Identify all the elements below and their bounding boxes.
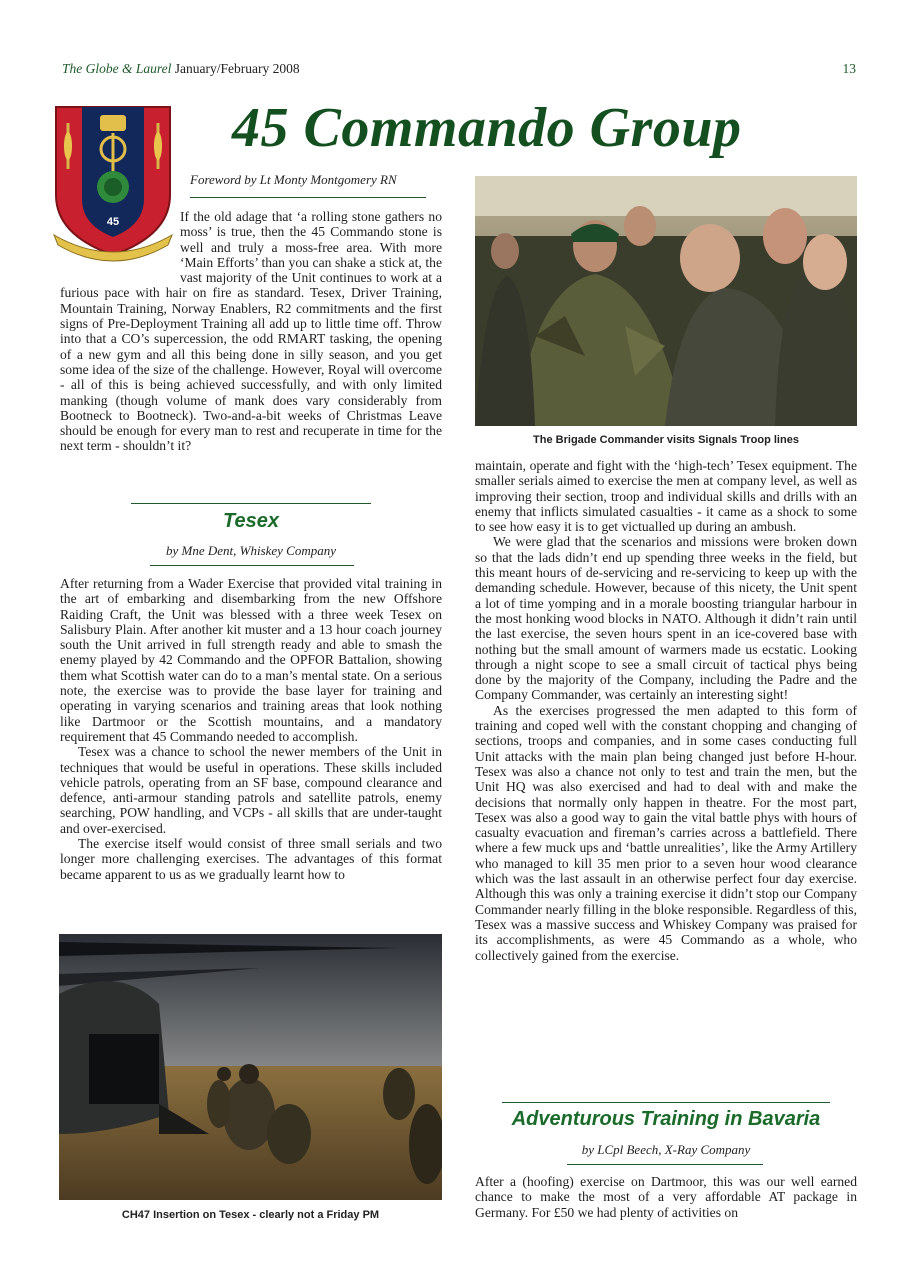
tesex-paragraph-1: After returning from a Wader Exercise that provided vital training in the art of embarking and disembarking from the new Offshore Raiding Craft, the Unit was blessed with a three week Tesex on Salisbury Plain. After another kit muster and a 13 hour coach journey south the Unit arrived in full strength ready and able to smash the enemy played by 42 Commando and the OPFOR Battalion, showing them what Scottish water can do to a man’s mental state. On a serious note, the exercise was to provide the base layer for training and operating in varying scenarios and training areas that look nothing like Dartmoor or the Scottish mountains, and a mandatory requirement that 45 Commando needed to accomplish. bbox=[60, 576, 442, 744]
foreword-article bbox=[60, 209, 442, 454]
bavaria-byline: by LCpl Beech, X-Ray Company bbox=[581, 1142, 751, 1157]
foreword-rule bbox=[190, 197, 426, 198]
issue-date: January/February 2008 bbox=[174, 61, 300, 76]
bavaria-paragraph-1: After a (hoofing) exercise on Dartmoor, this was our well earned chance to make the most of a very affordable AT package in Germany. For £50 we had plenty of activities on bbox=[475, 1174, 857, 1220]
tesex-paragraph-6: As the exercises progressed the men adapted to this form of training and coped well with the constant chopping and changing of sections, troops and companies, and in some cases conducting full Unit attacks with the main plan being changed just before H-hour. Tesex was also a chance not only to test and train the men, but the Unit HQ was also exercised and had to deal with and make the decisions that normally only happen in theatre. For the most part, Tesex was also a good way to gain the vital battle phys with hours of casualty evacuation and fireman’s carries across a battlefield. There where a few muck ups and ‘battle unrealities’, like the Army Artillery who managed to kill 35 men prior to a seven hour wood clearance which was the last assault in an otherwise perfect four day exercise. Although this was only a training exercise it didn’t stop our Company Commander nearly filling in the bloke responsible. Regardless of this, Tesex was a massive success and Whiskey Company was praised for its accomplishments, as were 45 Commando as a whole, who collectively gained from the exercise. bbox=[475, 702, 857, 963]
crest-number: 45 bbox=[106, 216, 120, 228]
tesex-paragraph-3: The exercise itself would consist of three small serials and two longer more challenging exercises. The advantages of this format became apparent to us as we gradually learnt how to bbox=[60, 836, 442, 882]
bavaria-rule-bottom bbox=[567, 1164, 763, 1165]
ch47-photo-caption: CH47 Insertion on Tesex - clearly not a Friday PM bbox=[121, 1209, 380, 1221]
tesex-heading: Tesex bbox=[223, 510, 279, 532]
bavaria-rule-top bbox=[502, 1102, 830, 1103]
publication-header bbox=[62, 61, 300, 77]
brigade-photo-caption: The Brigade Commander visits Signals Troop lines bbox=[533, 434, 799, 446]
ch47-insertion-photo bbox=[59, 934, 442, 1200]
foreword-paragraph: If the old adage that ‘a rolling stone gathers no moss’ is true, then the 45 Commando stone is well and truly a moss-free area. With more ‘Main Efforts’ than you can shake a stick at, the vast majority of the Unit continues to work at a furious pace with hair on fire as standard. Tesex, Driver Training, Mountain Training, Norway Enablers, R2 commitments and the first signs of Pre-Deployment Training all add up to little time off. Throw into that a CO’s supercession, the odd RMART tasking, the opening of a new gym and all this being done in silly season, and you get some idea of the size of the challenge. However, Royal will overcome - all of this is being achieved successfully, and with only limited manking (though volume of mank does vary considerably from Bootneck to Bootneck). Two-and-a-bit weeks of Christmas Leave should be enough for every man to rest and recuperate in time for the next term - shouldn’t it? bbox=[60, 209, 442, 454]
page-number: 13 bbox=[842, 61, 856, 76]
publication-name: The Globe & Laurel bbox=[62, 61, 172, 76]
page-title: 45 Commando Group bbox=[232, 97, 742, 159]
tesex-rule-bottom bbox=[150, 565, 354, 566]
tesex-paragraph-2: Tesex was a chance to school the newer members of the Unit in techniques that would be useful in operations. These skills included vehicle patrols, operating from an SF base, compound clearance and defence, anti-armour standing patrols and satellite patrols, enemy searching, POW handling, and VCPs - all skills that are under-taught and over-exercised. bbox=[60, 744, 442, 836]
tesex-paragraph-5: We were glad that the scenarios and missions were broken down so that the lads didn’t end up spending three weeks in the field, but this meant hours of de-servicing and re-servicing to keep up with the demanding schedule. However, because of this nicety, the Unit spent a lot of time yomping and in a morale boosting triangular harbour in the most honking wood blocks in NATO. Although it didn’t rain until the last exercise, the seven hours spent in an ice-covered base with nothing but the small amount of warmers made us ecstatic. Looking through a night scope to see a small circuit of tactical phys being done by the majority of the Company, including the Padre and the Company Commander, was certainly an interesting sight! bbox=[475, 534, 857, 703]
tesex-rule-top bbox=[131, 503, 371, 504]
tesex-byline: by Mne Dent, Whiskey Company bbox=[165, 543, 337, 558]
bavaria-article bbox=[475, 1174, 857, 1220]
tesex-left-column bbox=[60, 576, 442, 882]
crest-float-spacer bbox=[60, 209, 180, 273]
bavaria-heading: Adventurous Training in Bavaria bbox=[511, 1108, 821, 1130]
foreword-byline: Foreword by Lt Monty Montgomery RN bbox=[190, 172, 397, 187]
tesex-paragraph-4: maintain, operate and fight with the ‘high-tech’ Tesex equipment. The smaller serials aimed to exercise the men at company level, as well as improving their section, troop and individual skills and drills with an enemy that inflicts simulated casualties - it came as a shock to some to see how easy it is to get victualled up during an ambush. bbox=[475, 458, 857, 535]
tesex-right-column bbox=[475, 458, 857, 963]
brigade-commander-photo bbox=[475, 176, 857, 426]
